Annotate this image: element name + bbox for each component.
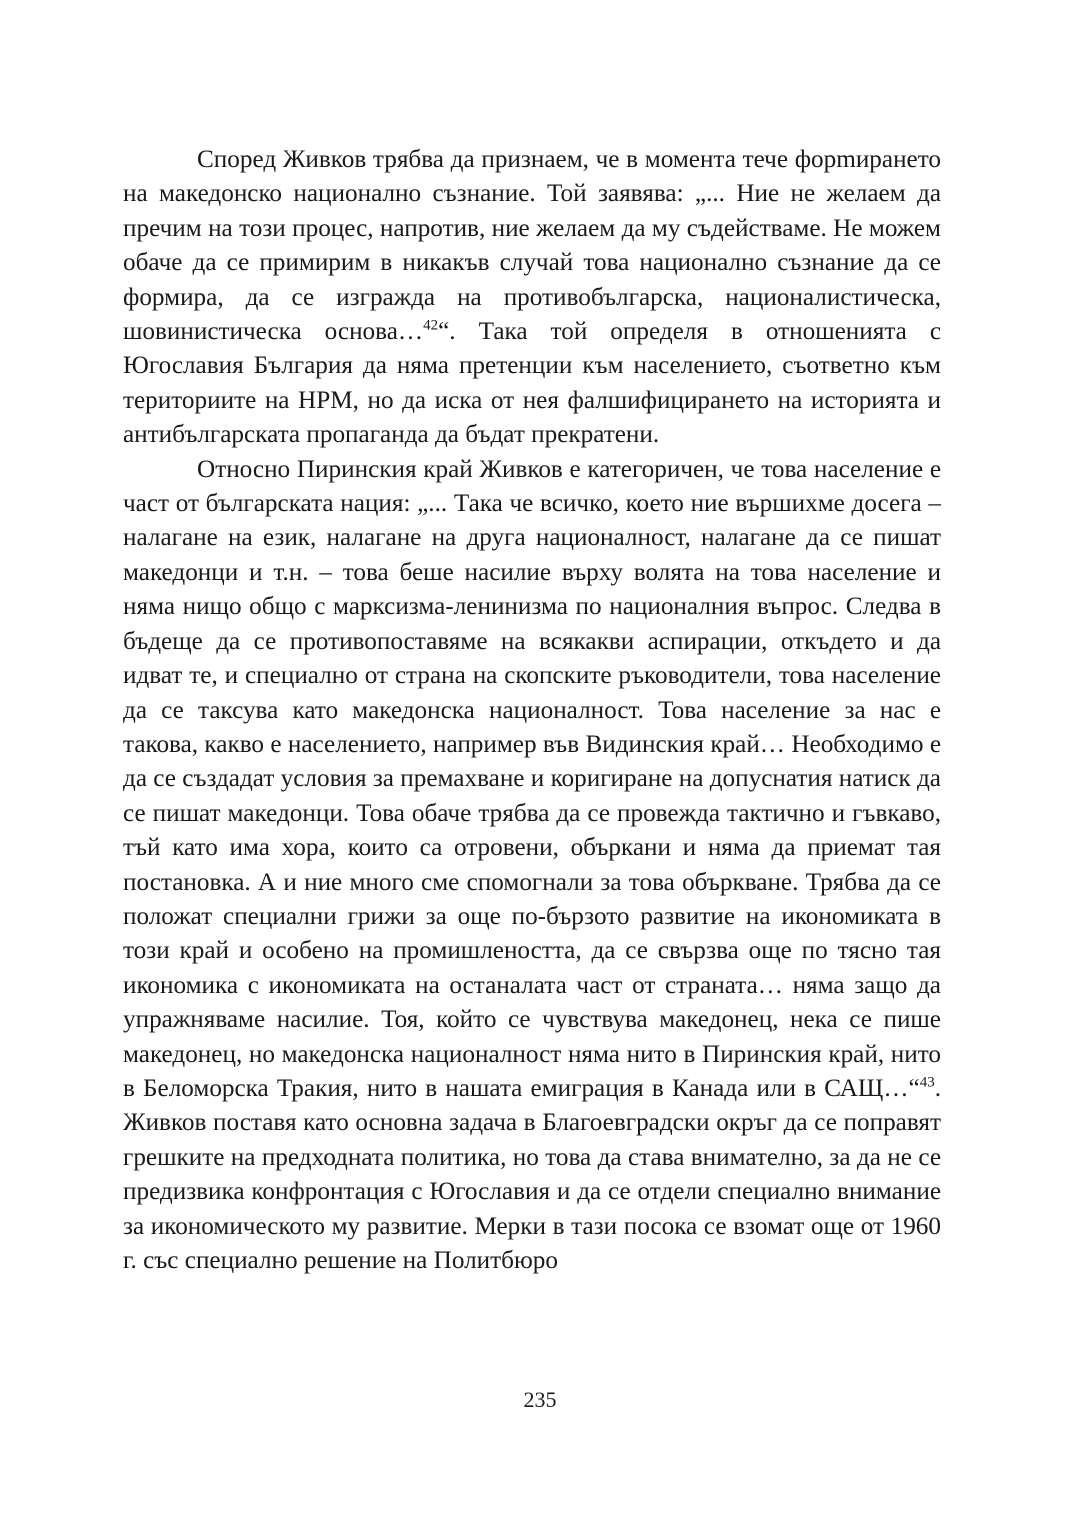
- paragraph-1: [123, 143, 941, 453]
- page-body: [123, 143, 941, 1278]
- paragraph-1-text: Според Живков трябва да признаем, че в момента тече форmирането на македонско национално съзнание. Той заявява: „... Ние не желаем да пречим на този процес, напротив, ние желаем да му съдействаме. Не можем обаче да се примирим в никакъв случай това национално съзнание да се формира, да се изгражда на противобългарска, националистическа, шовинистическа основа…: [123, 146, 941, 346]
- footnote-ref-42[interactable]: 42: [423, 317, 439, 334]
- page-number: 235: [523, 1387, 557, 1412]
- footnote-ref-43[interactable]: 43: [919, 1074, 935, 1091]
- paragraph-2-text: Относно Пиринския край Живков е категоричен, че това население е част от българската нация: „... Така че всичко, което ние вършихме досега – налагане на език, налагане на друга националност, налагане да се пишат македонци и т.н. – това беше насилие върху волята на това население и няма нищо общо с марксизма-ленинизма по националния въпрос. Следва в бъдеще да се противопоставяме на всякакви аспирации, откъдето и да идват те, и специално от страна на скопските ръководители, това население да се таксува като македонска националност. Това население за нас е такова, какво е населението, например във Видинския край… Необходимо е да се създадат условия за премахване и коригиране на допуснатия натиск да се пишат македонци. Това обаче трябва да се провежда тактично и гъвкаво, тъй като има хора, които са отровени, объркани и няма да приемат тая постановка. А и ние много сме спомогнали за това объркване. Трябва да се положат специални грижи за още по-бързото развитие на икономиката в този край и особено на промишлеността, да се свързва още по тясно тая икономика с икономиката на останалата част от страната… няма защо да упражняваме насилие. Тоя, който се чувствува македонец, нека се пише македонец, но македонска националност няма нито в Пиринския край, нито в Беломорска Тракия, нито в нашата емиграция в Канада или в САЩ…“: [123, 455, 941, 1102]
- paragraph-2: [123, 453, 941, 1279]
- paragraph-1-text-continued: “. Така той определя в отношенията с Югославия България да няма претенции към населението, съответно към териториите на НРМ, но да иска от нея фалшифицирането на историята и антибългарската пропаганда да бъдат прекратени.: [123, 318, 942, 449]
- paragraph-2-text-continued: . Живков поставя като основна задача в Благоевградски окръг да се поправят грешките на предходната политика, но това да става внимателно, за да не се предизвика конфронтация с Югославия и да се отдели специално внимание за икономическото му развитие. Мерки в тази посока се взомат още от 1960 г. със специално решение на Политбюро: [123, 1074, 941, 1274]
